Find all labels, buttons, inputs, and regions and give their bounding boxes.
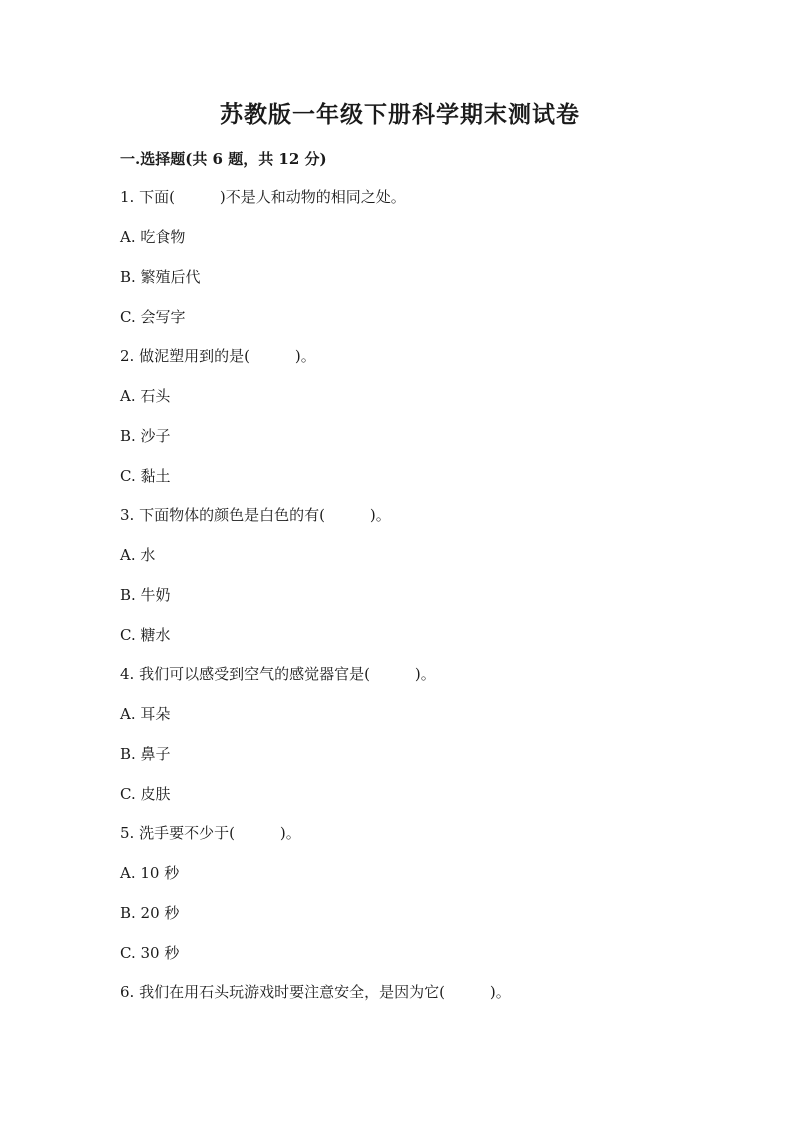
answer-option: A. 10 秒	[120, 864, 180, 882]
answer-option: C. 30 秒	[120, 944, 180, 962]
answer-option: C. 会写字	[120, 308, 186, 326]
answer-option: B. 繁殖后代	[120, 268, 201, 286]
question-stem: 1. 下面( )不是人和动物的相同之处。	[120, 188, 406, 206]
answer-option: C. 皮肤	[120, 785, 171, 803]
answer-option: B. 20 秒	[120, 904, 180, 922]
answer-option: A. 石头	[120, 387, 171, 405]
question-stem: 4. 我们可以感受到空气的感觉器官是( )。	[120, 665, 436, 683]
answer-option: B. 鼻子	[120, 745, 171, 763]
answer-option: A. 吃食物	[120, 228, 186, 246]
answer-option: C. 糖水	[120, 626, 171, 644]
question-stem: 2. 做泥塑用到的是( )。	[120, 347, 316, 365]
question-stem: 5. 洗手要不少于( )。	[120, 824, 301, 842]
question-stem: 3. 下面物体的颜色是白色的有( )。	[120, 506, 391, 524]
answer-option: A. 耳朵	[120, 705, 171, 723]
section-heading: 一.选择题(共 6 题，共 12 分)	[120, 150, 327, 168]
answer-option: B. 牛奶	[120, 586, 171, 604]
answer-option: C. 黏土	[120, 467, 171, 485]
answer-option: B. 沙子	[120, 427, 171, 445]
answer-option: A. 水	[120, 546, 156, 564]
page-title: 苏教版一年级下册科学期末测试卷	[220, 101, 580, 128]
question-stem: 6. 我们在用石头玩游戏时要注意安全，是因为它( )。	[120, 983, 511, 1001]
